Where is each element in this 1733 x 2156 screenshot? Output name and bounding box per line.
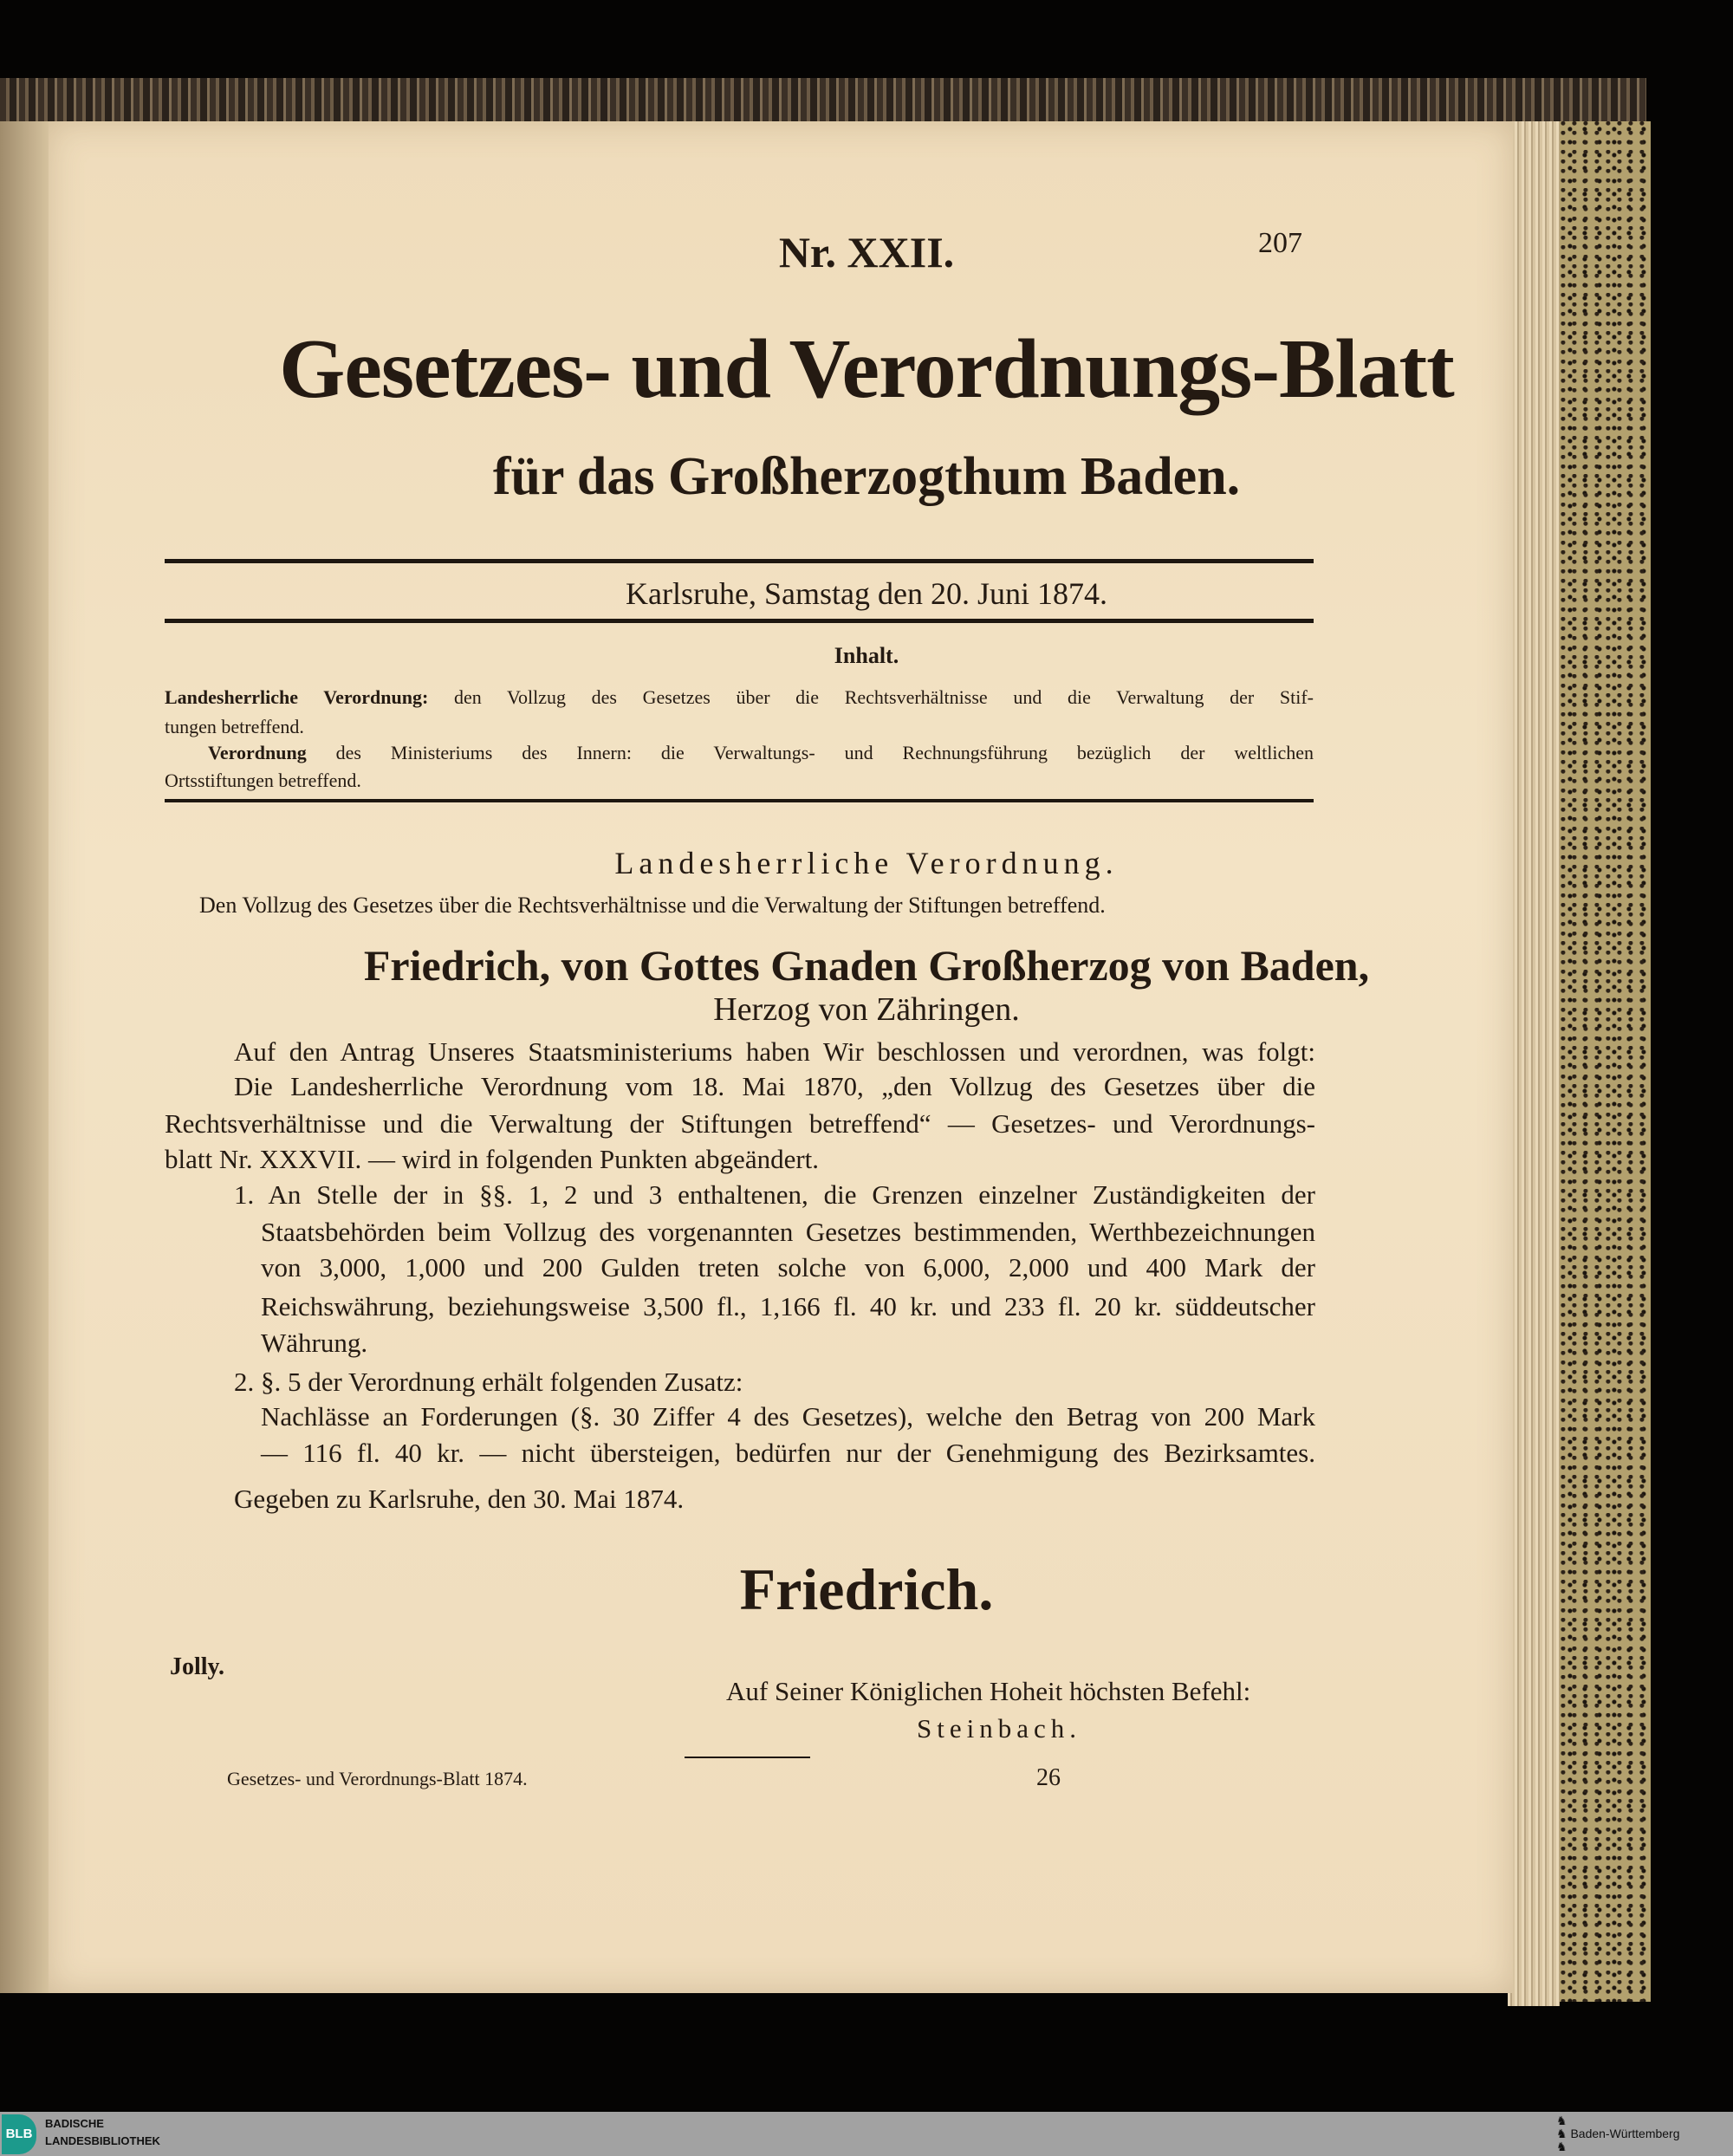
contents-heading: Inhalt. (834, 643, 899, 668)
body-line: 2. §. 5 der Verordnung erhält folgenden Zusatz: (234, 1367, 743, 1397)
command-line: Auf Seiner Königlichen Hoheit höchsten Befehl: (726, 1676, 1251, 1706)
lion-icon: ♞ (1556, 2140, 1567, 2153)
body-line: von 3,000, 1,000 und 200 Gulden treten solche von 6,000, 2,000 und 400 Mark der (261, 1252, 1315, 1283)
masthead-title: Gesetzes- und Verordnungs-Blatt (279, 322, 1454, 416)
body-line: blatt Nr. XXXVII. — wird in folgenden Punkten abgeändert. (165, 1144, 820, 1174)
body-line: 1. An Stelle der in §§. 1, 2 und 3 enthaltenen, die Grenzen einzelner Zuständigkeiten der (234, 1179, 1315, 1210)
dateline: Karlsruhe, Samstag den 20. Juni 1874. (626, 576, 1107, 611)
signature: Friedrich. (739, 1556, 994, 1622)
contents-entry-text: des Ministeriums des Innern: die Verwaltungs- und Rechnungsführung bezüglich der weltlichen (335, 742, 1314, 763)
rule (165, 799, 1314, 802)
body-line: Nachlässe an Forderungen (§. 30 Ziffer 4 des Gesetzes), welche den Betrag von 200 Mark (261, 1401, 1315, 1432)
library-name (45, 2115, 160, 2150)
contents-line (165, 686, 1314, 709)
contents-line: tungen betreffend. (165, 716, 304, 737)
body-line: Gegeben zu Karlsruhe, den 30. Mai 1874. (234, 1484, 685, 1514)
rule (165, 559, 1314, 563)
body-line: Die Landesherrliche Verordnung vom 18. Mai 1870, „den Vollzug des Gesetzes über die (234, 1071, 1315, 1101)
secretary: Steinbach. (917, 1713, 1081, 1744)
contents-line (208, 742, 1314, 764)
sovereign-title: Friedrich, von Gottes Gnaden Großherzog von Baden, (363, 941, 1370, 990)
page-number: 207 (1258, 227, 1302, 259)
contents-line: Ortsstiftungen betreffend. (165, 770, 361, 791)
body-line: Auf den Antrag Unseres Staatsministeriums haben Wir beschlossen und verordnen, was folgt: (234, 1036, 1315, 1067)
issue-number: Nr. XXII. (778, 228, 955, 276)
contents-entry-text: den Vollzug des Gesetzes über die Rechtsverhältnisse und die Verwaltung der Stif- (453, 686, 1314, 708)
viewer-footer (0, 2112, 1733, 2156)
lion-icon: ♞ (1556, 2114, 1567, 2127)
page-footer-left: Gesetzes- und Verordnungs-Blatt 1874. (227, 1768, 528, 1789)
rule (685, 1757, 810, 1758)
ordinance-heading: Landesherrliche Verordnung. (614, 846, 1119, 880)
body-line: Währung. (261, 1328, 368, 1358)
library-name-line2: LANDESBIBLIOTHEK (45, 2134, 160, 2147)
body-line: Reichswährung, beziehungsweise 3,500 fl., 1,166 fl. 40 kr. und 233 fl. 20 kr. süddeutscher (261, 1291, 1315, 1322)
sheet-number: 26 (1036, 1764, 1061, 1791)
blb-logo: BLB (2, 2114, 36, 2154)
library-name-line1: BADISCHE (45, 2117, 104, 2130)
lion-icon: ♞ (1556, 2127, 1567, 2140)
body-line: — 116 fl. 40 kr. — nicht übersteigen, bedürfen nur der Genehmigung des Bezirksamtes. (261, 1438, 1315, 1468)
state-name: Baden-Württemberg (1570, 2127, 1680, 2140)
contents-entry-title: Verordnung (208, 742, 307, 763)
state-logo (1556, 2114, 1680, 2153)
body-line: Rechtsverhältnisse und die Verwaltung der Stiftungen betreffend“ — Gesetzes- und Verordnungs- (165, 1108, 1315, 1139)
rule (165, 619, 1314, 623)
masthead-subtitle: für das Großherzogthum Baden. (492, 447, 1241, 506)
contents-entry-title: Landesherrliche Verordnung: (165, 686, 429, 708)
ordinance-subject: Den Vollzug des Gesetzes über die Rechtsverhältnisse und die Verwaltung der Stiftungen betreffend. (199, 893, 1106, 918)
body-line: Staatsbehörden beim Vollzug des vorgenannten Gesetzes bestimmenden, Werthbezeichnungen (261, 1217, 1315, 1247)
sovereign-title-2: Herzog von Zähringen. (713, 991, 1020, 1028)
countersignature: Jolly. (170, 1653, 225, 1680)
